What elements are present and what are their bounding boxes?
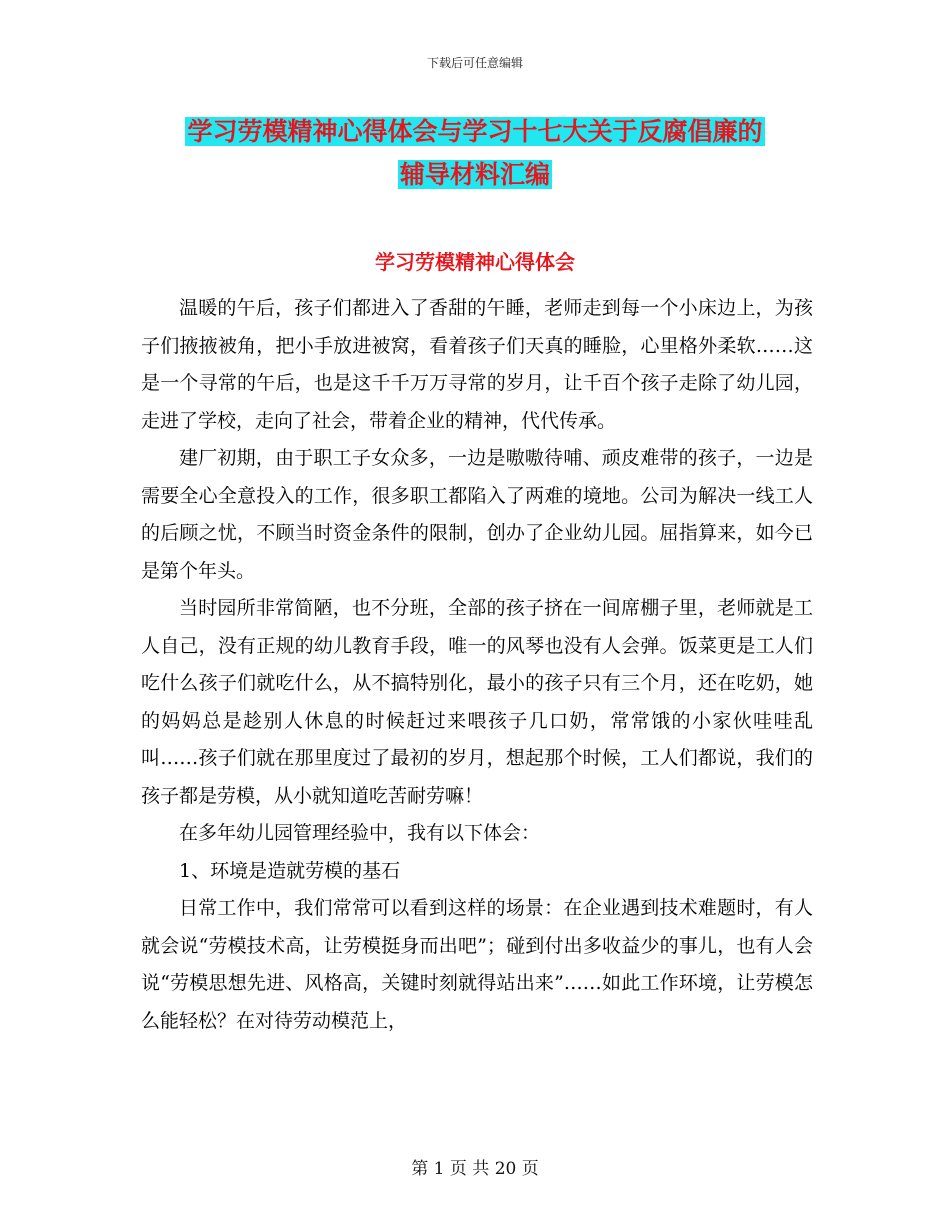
paragraph: 在多年幼儿园管理经验中，我有以下体会： <box>179 822 541 844</box>
body-text <box>141 290 813 1040</box>
document-title-line-1: 学习劳模精神心得体会与学习十七大关于反腐倡廉的 <box>187 117 763 146</box>
document-title-line-2: 辅导材料汇编 <box>399 160 550 189</box>
paragraph: 温暖的午后，孩子们都进入了香甜的午睡，老师走到每一个小床边上，为孩子们掖掖被角，把小手放进被窝，看着孩子们天真的睡脸，心里格外柔软……这是一个寻常的午后，也是这千千万万寻常的岁月，让千百个孩子走除了幼儿园，走进了学校，走向了社会，带着企业的精神，代代传承。 <box>141 297 813 432</box>
section-heading: 学习劳模精神心得体会 <box>375 250 575 274</box>
paragraph: 日常工作中，我们常常可以看到这样的场景：在企业遇到技术难题时，有人就会说“劳模技术高，让劳模挺身而出吧”；碰到付出多收益少的事儿，也有人会说“劳模思想先进、风格高，关键时刻就得站出来”……如此工作环境，让劳模怎么能轻松？在对待劳动模范上， <box>141 897 813 1032</box>
paragraph: 当时园所非常简陋，也不分班，全部的孩子挤在一间席棚子里，老师就是工人自己，没有正规的幼儿教育手段，唯一的风琴也没有人会弹。饭菜更是工人们吃什么孩子们就吃什么，从不搞特别化，最小的孩子只有三个月，还在吃奶，她的妈妈总是趁别人休息的时候赶过来喂孩子几口奶，常常饿的小家伙哇哇乱叫……孩子们就在那里度过了最初的岁月，想起那个时候，工人们都说，我们的孩子都是劳模，从小就知道吃苦耐劳嘛！ <box>141 597 813 807</box>
header-note: 下载后可任意编辑 <box>426 56 523 70</box>
paragraph: 建厂初期，由于职工子女众多，一边是嗷嗷待哺、顽皮难带的孩子，一边是需要全心全意投入的工作，很多职工都陷入了两难的境地。公司为解决一线工人的后顾之忧，不顾当时资金条件的限制，创办了企业幼儿园。屈指算来，如今已是第个年头。 <box>141 447 813 582</box>
page-footer: 第 1 页 共 20 页 <box>411 1159 539 1179</box>
paragraph: 1、环境是造就劳模的基石 <box>179 859 401 882</box>
